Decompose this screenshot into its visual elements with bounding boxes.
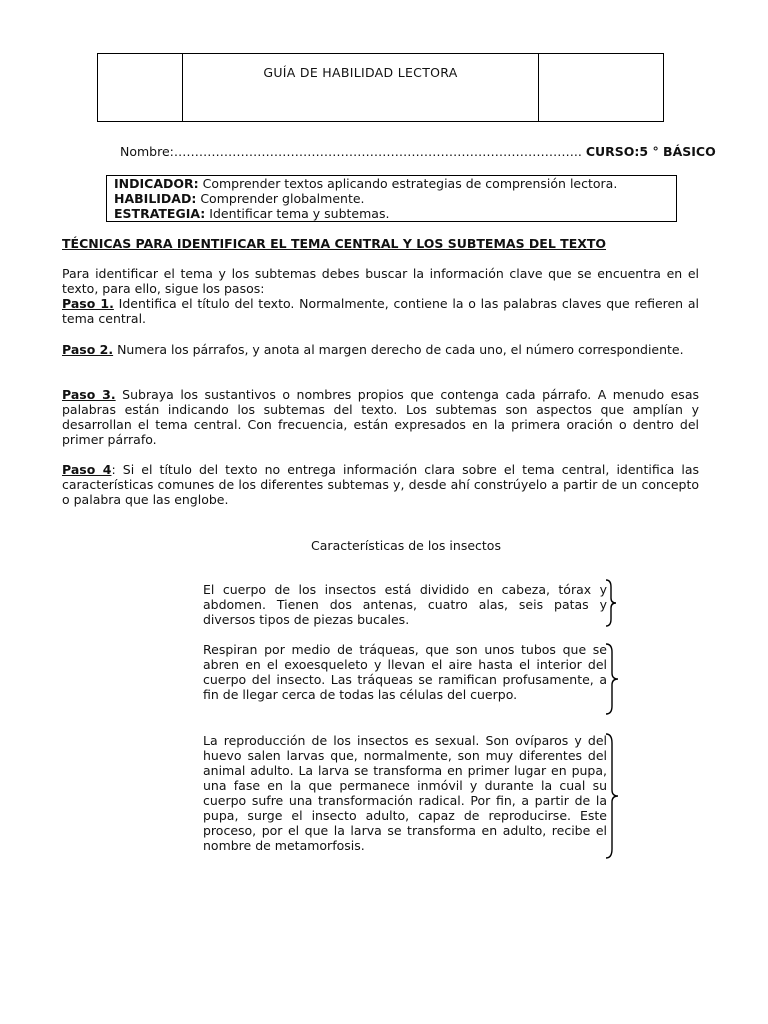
brace-icon <box>604 733 622 859</box>
reading-title: Características de los insectos <box>311 538 501 553</box>
intro-paragraph <box>62 266 699 326</box>
estrategia-text: Identificar tema y subtemas. <box>205 206 390 221</box>
nombre-field: Nombre:…………………………………………………………………………………….. <box>120 144 582 159</box>
indicador-row <box>114 176 676 191</box>
section-title: TÉCNICAS PARA IDENTIFICAR EL TEMA CENTRAL Y LOS SUBTEMAS DEL TEXTO <box>62 236 607 251</box>
step-3-text: Subraya los sustantivos o nombres propios que contenga cada párrafo. A menudo esas palabras están indicando los subtemas del texto. Los subtemas son aspectos que amplían y desarrollan el tema central. Con frecuencia, están expresados en la primera oración o dentro del primer párrafo. <box>62 387 699 447</box>
header-cell-left <box>98 54 183 121</box>
student-line <box>120 144 716 159</box>
indicador-text: Comprender textos aplicando estrategias de comprensión lectora. <box>198 176 618 191</box>
step-2-label: Paso 2. <box>62 342 114 357</box>
reading-paragraph-1: El cuerpo de los insectos está dividido en cabeza, tórax y abdomen. Tienen dos antenas, cuatro alas, seis patas y diversos tipos de piezas bucales. <box>203 582 607 627</box>
brace-icon <box>604 643 622 715</box>
header-table <box>97 53 664 122</box>
step-2-paragraph <box>62 342 699 357</box>
step-1-label: Paso 1. <box>62 296 114 311</box>
step-2-text: Numera los párrafos, y anota al margen derecho de cada uno, el número correspondiente. <box>113 342 684 357</box>
step-4-paragraph <box>62 462 699 507</box>
step-3-paragraph <box>62 387 699 447</box>
step-4-text: : Si el título del texto no entrega información clara sobre el tema central, identifica las características comunes de los diferentes subtemas y, desde ahí constrúyelo a partir de un concepto o palabra que las englobe. <box>62 462 699 507</box>
page-title: GUÍA DE HABILIDAD LECTORA <box>263 65 458 80</box>
step-1-text: Identifica el título del texto. Normalmente, contiene la o las palabras claves que refieren al tema central. <box>62 296 700 326</box>
step-3-label: Paso 3. <box>62 387 116 402</box>
header-cell-right <box>538 54 663 121</box>
habilidad-label: HABILIDAD: <box>114 191 197 206</box>
reading-paragraph-2: Respiran por medio de tráqueas, que son unos tubos que se abren en el exoesqueleto y llevan el aire hasta el interior del cuerpo del insecto. Las tráqueas se ramifican profusamente, a fin de llegar cerca de todas las células del cuerpo. <box>203 642 607 702</box>
habilidad-text: Comprender globalmente. <box>196 191 365 206</box>
estrategia-row <box>114 206 676 221</box>
reading-paragraph-3: La reproducción de los insectos es sexual. Son ovíparos y del huevo salen larvas que, normalmente, son muy diferentes del animal adulto. La larva se transforma en primer lugar en pupa, una fase en la que permanece inmóvil y durante la cual su cuerpo sufre una transformación radical. Por fin, a partir de la pupa, surge el insecto adulto, capaz de reproducirse. Este proceso, por el que la larva se transforma en adulto, recibe el nombre de metamorfosis. <box>203 733 607 853</box>
indicador-label: INDICADOR: <box>114 176 199 191</box>
estrategia-label: ESTRATEGIA: <box>114 206 206 221</box>
indicator-box <box>106 175 677 222</box>
intro-text: Para identificar el tema y los subtemas debes buscar la información clave que se encuentra en el texto, para ello, sigue los pasos: <box>62 266 699 296</box>
habilidad-row <box>114 191 676 206</box>
step-4-label: Paso 4 <box>62 462 112 477</box>
curso-label: CURSO:5 ° BÁSICO <box>585 144 716 159</box>
brace-icon <box>604 579 620 627</box>
